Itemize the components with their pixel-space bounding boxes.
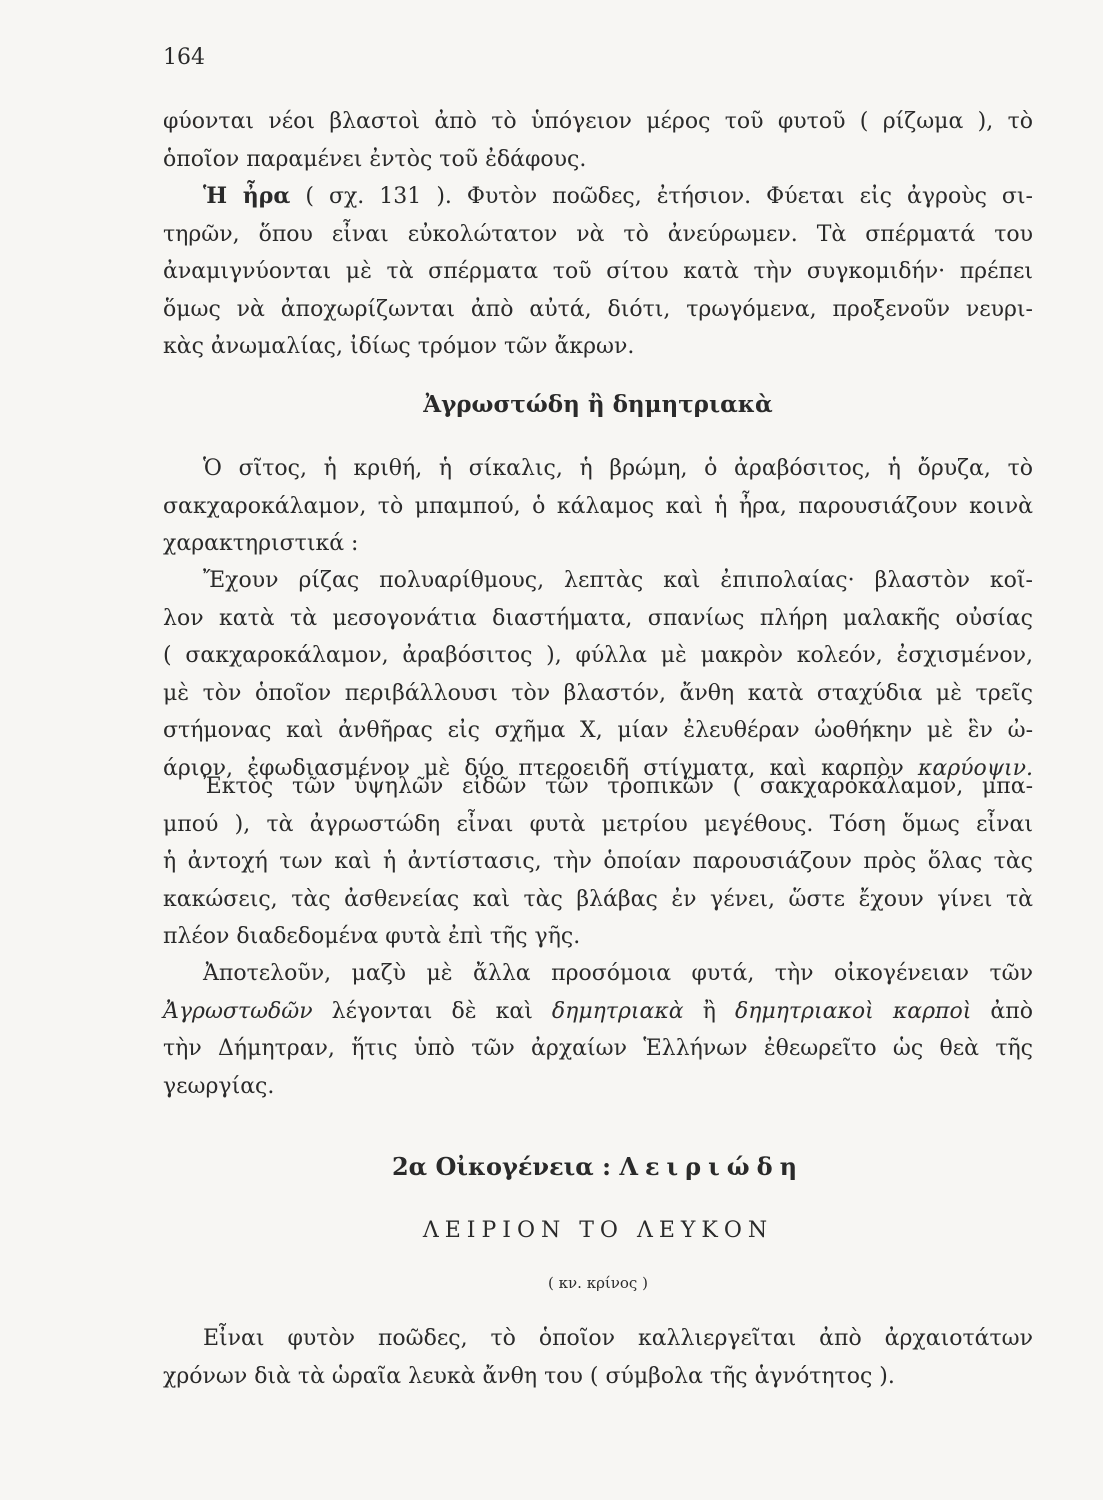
text-line: πλέον διαδεδομένα φυτὰ ἐπὶ τῆς γῆς. — [163, 924, 581, 949]
text-line: ὅμως νὰ ἀποχωρίζωνται ἀπὸ αὐτά, διότι, τρωγόμενα, προξενοῦν νευρι- — [163, 296, 1033, 322]
plant-title: ΛΕΙΡΙΟΝ ΤΟ ΛΕΥΚΟΝ — [422, 1218, 774, 1243]
text-line — [163, 993, 1033, 1031]
text-run: άριον, ἐφωδιασμένον μὲ δύο πτεροειδῆ στίγματα, καὶ καρπὸν — [163, 755, 918, 781]
text-line: σακχαροκάλαμον, τὸ μπαμπού, ὁ κάλαμος καὶ ἡ ἦρα, παρουσιάζουν κοινὰ — [163, 493, 1033, 519]
text-line: Ἐκτὸς τῶν ὑψηλῶν εἰδῶν τῶν τροπικῶν ( σακχαροκάλαμον, μπα- — [203, 774, 1033, 799]
text-line: Ὁ σῖτος, ἡ κριθή, ἡ σίκαλις, ἡ βρώμη, ὁ ἀραβόσιτος, ἡ ὄρυζα, τὸ — [203, 456, 1033, 481]
text-line: φύονται νέοι βλαστοὶ ἀπὸ τὸ ὑπόγειον μέρος τοῦ φυτοῦ ( ρίζωμα ), τὸ — [163, 109, 1033, 134]
text-line: Ἔχουν ρίζας πολυαρίθμους, λεπτὰς καὶ ἐπιπολαίας· βλαστὸν κοῖ- — [203, 568, 1033, 593]
text-line: ἀναμιγνύονται μὲ τὰ σπέρματα τοῦ σίτου κατὰ τὴν συγκομιδήν· πρέπει — [163, 259, 1033, 284]
text-line: τὴν Δήμητραν, ἥτις ὑπὸ τῶν ἀρχαίων Ἑλλήνων ἐθεωρεῖτο ὡς θεὰ τῆς — [163, 1036, 1033, 1061]
text-line: μὲ τὸν ὁποῖον περιβάλλουσι τὸν βλαστόν, ἄνθη κατὰ σταχύδια μὲ τρεῖς — [163, 680, 1033, 706]
term-caryopsis: καρύοψιν. — [917, 755, 1033, 781]
family-heading — [163, 1152, 1033, 1181]
paragraph-5 — [163, 768, 1033, 956]
text-line: τηρῶν, ὅπου εἶναι εὐκολώτατον νὰ τὸ ἀνεύρωμεν. Τὰ σπέρματά του — [163, 221, 1033, 247]
text-line: Εἶναι φυτὸν ποῶδες, τὸ ὁποῖον καλλιεργεῖται ἀπὸ ἀρχαιοτάτων — [203, 1326, 1033, 1351]
family-heading-name: Λειριώδη — [619, 1152, 805, 1181]
term-hera: Ἡ ἦρα — [203, 183, 291, 209]
text-line: Ἀποτελοῦν, μαζὺ μὲ ἄλλα προσόμοια φυτά, τὴν οἰκογένειαν τῶν — [203, 961, 1033, 986]
text-run: ἀπὸ — [971, 998, 1033, 1024]
plant-common-name: ( κν. κρίνος ) — [548, 1274, 648, 1292]
paragraph-3 — [163, 450, 1033, 563]
text-line: μπού ), τὰ ἀγρωστώδη εἶναι φυτὰ μετρίου μεγέθους. Τόση ὅμως εἶναι — [163, 811, 1033, 837]
text-line: χαρακτηριστικά : — [163, 531, 359, 556]
text-line: ἡ ἀντοχή των καὶ ἡ ἀντίστασις, τὴν ὁποίαν παρουσιάζουν πρὸς ὅλας τὰς — [163, 849, 1033, 874]
text-line: κὰς ἀνωμαλίας, ἰδίως τρόμον τῶν ἄκρων. — [163, 334, 635, 359]
page-number: 164 — [163, 45, 205, 70]
text-line — [163, 178, 1033, 216]
text-line: χρόνων διὰ τὰ ὡραῖα λευκὰ ἄνθη του ( σύμβολα τῆς ἁγνότητος ). — [163, 1363, 895, 1389]
section-heading: Ἀγρωστώδη ἢ δημητριακὰ — [423, 391, 773, 418]
text-run: ( σχ. 131 ). Φυτὸν ποῶδες, ἐτήσιον. Φύεται εἰς ἀγροὺς σι- — [290, 184, 1033, 209]
paragraph-6 — [163, 955, 1033, 1105]
text-line: κακώσεις, τὰς ἀσθενείας καὶ τὰς βλάβας ἐν γένει, ὥστε ἔχουν γίνει τὰ — [163, 886, 1033, 912]
text-run: λέγονται δὲ καὶ — [312, 998, 552, 1024]
term-dimitriaka: δημητριακὰ — [551, 998, 684, 1024]
text-line: γεωργίας. — [163, 1073, 275, 1099]
paragraph-lily — [163, 1320, 1033, 1395]
paragraph-4 — [163, 562, 1033, 787]
text-run: ἢ — [683, 998, 735, 1024]
paragraph-1 — [163, 103, 1033, 178]
term-agrostodon: Ἀγρωστωδῶν — [163, 998, 313, 1024]
text-line: ( σακχαροκάλαμον, ἀραβόσιτος ), φύλλα μὲ μακρὸν κολεόν, ἐσχισμένον, — [163, 643, 1033, 668]
text-line: λον κατὰ τὰ μεσογονάτια διαστήματα, σπανίως πλήρη μαλακῆς οὐσίας — [163, 605, 1033, 631]
text-line: ὁποῖον παραμένει ἐντὸς τοῦ ἐδάφους. — [163, 146, 587, 172]
family-heading-prefix: 2α Οἰκογένεια : — [391, 1152, 620, 1181]
text-line: στήμονας καὶ ἀνθῆρας εἰς σχῆμα X, μίαν ἐλευθέραν ὠοθήκην μὲ ἓν ὠ- — [163, 718, 1033, 743]
paragraph-hera — [163, 178, 1033, 366]
term-dimitriakoi-karpoi: δημητριακοὶ καρποὶ — [734, 998, 972, 1024]
